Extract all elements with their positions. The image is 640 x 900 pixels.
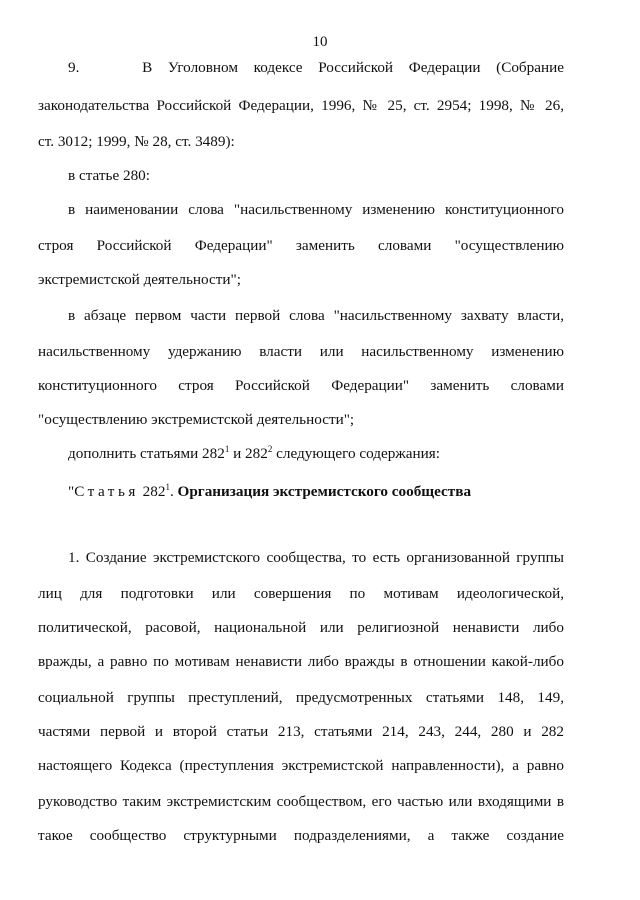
supplement-line <box>68 444 564 464</box>
part-one-change-line-4: "осуществлению экстремистской деятельности"; <box>38 411 355 428</box>
name-change-line-3: экстремистской деятельности"; <box>38 271 241 288</box>
article-280-intro: в статье 280: <box>68 167 150 184</box>
name-change-line-2: строя Российской Федерации" заменить словами "осуществлению <box>38 237 564 254</box>
supplement-middle: и 282 <box>229 445 268 462</box>
article-body-line-2: лиц для подготовки или совершения по мотивам идеологической, <box>38 585 564 602</box>
article-body-line-9: такое сообщество структурными подразделениями, а также создание <box>38 827 564 844</box>
article-body-line-4: вражды, а равно по мотивам ненависти либо вражды в отношении какой-либо <box>38 653 564 670</box>
article-heading-word: Статья <box>74 483 139 500</box>
paragraph-9-line-3: ст. 3012; 1999, № 28, ст. 3489): <box>38 133 235 150</box>
article-body-line-3: политической, расовой, национальной или религиозной ненависти либо <box>38 619 564 636</box>
supplement-suffix: следующего содержания: <box>272 445 440 462</box>
part-one-change-line-3: конституционного строя Российской Федерации" заменить словами <box>38 377 564 394</box>
article-body-line-7: настоящего Кодекса (преступления экстремистской направленности), а равно <box>38 757 564 774</box>
article-heading-sup: 1 <box>165 482 170 492</box>
article-body-line-8: руководство таким экстремистским сообществом, его частью или входящими в <box>38 793 564 810</box>
article-body-line-5: социальной группы преступлений, предусмотренных статьями 148, 149, <box>38 689 564 706</box>
article-heading-title: Организация экстремистского сообщества <box>177 483 472 500</box>
supplement-prefix: дополнить статьями 282 <box>68 445 225 462</box>
part-one-change-line-2: насильственному удержанию власти или насильственному изменению <box>38 343 564 360</box>
name-change-line-1: в наименовании слова "насильственному изменению конституционного <box>68 201 564 218</box>
article-heading-number: 282 <box>138 483 166 500</box>
article-body-line-6: частями первой и второй статьи 213, статьями 214, 243, 244, 280 и 282 <box>38 723 564 740</box>
article-body-line-1: 1. Создание экстремистского сообщества, то есть организованной группы <box>68 549 564 566</box>
part-one-change-line-1: в абзаце первом части первой слова "насильственному захвату власти, <box>68 307 564 324</box>
article-heading <box>68 482 564 502</box>
paragraph-9-line-2: законодательства Российской Федерации, 1996, № 25, ст. 2954; 1998, № 26, <box>38 97 564 114</box>
article-heading-quote: " <box>68 483 75 500</box>
paragraph-9-line-1: 9. В Уголовном кодексе Российской Федерации (Собрание <box>68 59 564 76</box>
supplement-sup-2: 2 <box>267 444 273 454</box>
page-number: 10 <box>312 34 328 50</box>
supplement-sup-1: 1 <box>224 444 230 454</box>
article-heading-dot: . <box>169 483 178 500</box>
